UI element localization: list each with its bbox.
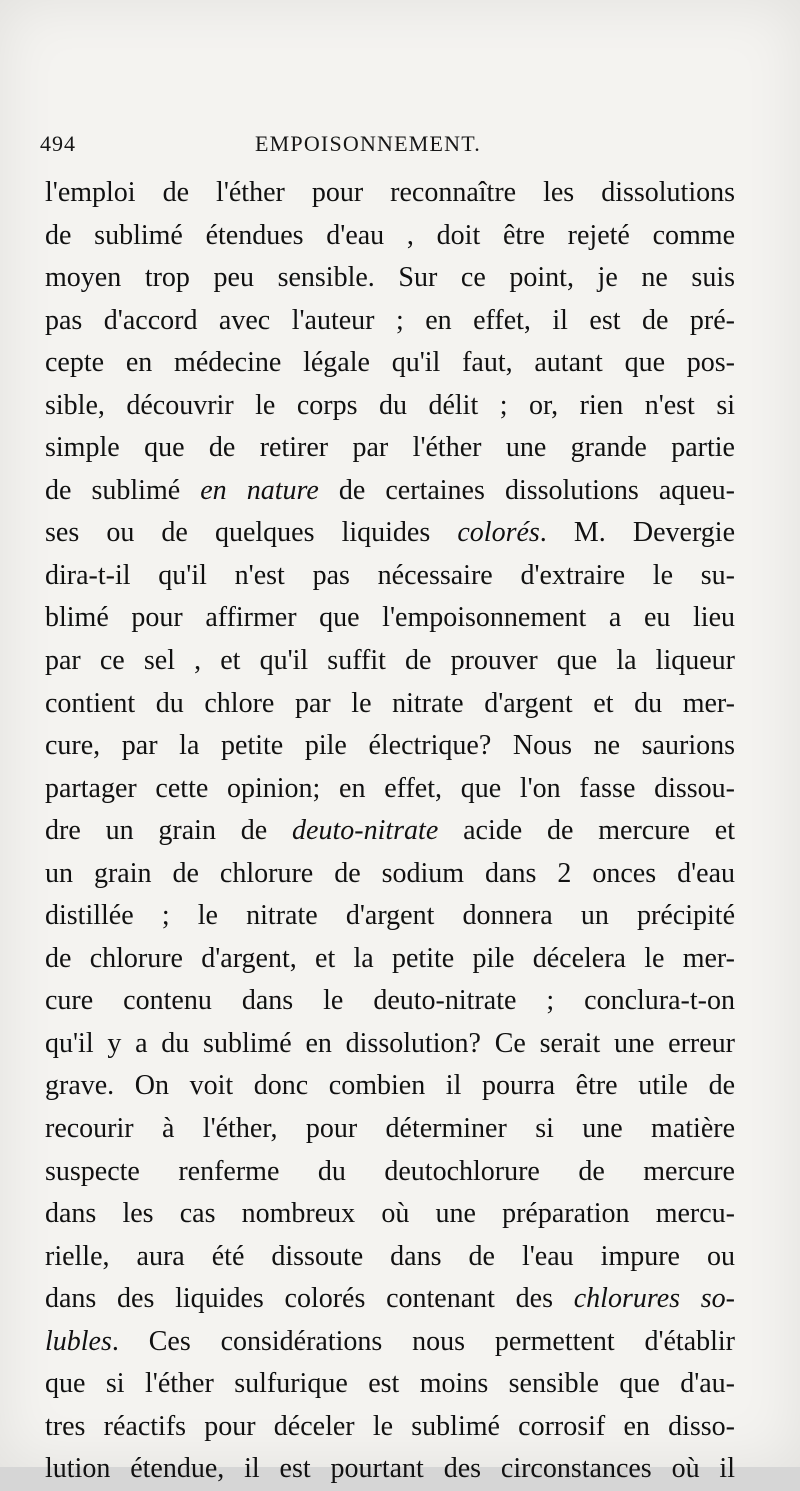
text-line: cure, par la petite pile électrique? Nous ne saurions: [45, 730, 735, 762]
text-line: lubles. Ces considérations nous permettent d'établir: [45, 1325, 735, 1357]
text-line: rielle, aura été dissoute dans de l'eau impure ou: [45, 1240, 735, 1272]
text-line: blimé pour affirmer que l'empoisonnement a eu lieu: [45, 602, 735, 634]
text-line: partager cette opinion; en effet, que l'on fasse dissou-: [45, 772, 735, 804]
text-line: que si l'éther sulfurique est moins sensible que d'au-: [45, 1368, 735, 1400]
text-line: recourir à l'éther, pour déterminer si une matière: [45, 1113, 735, 1145]
text-line: l'emploi de l'éther pour reconnaître les dissolutions: [45, 177, 735, 208]
text-line: cepte en médecine légale qu'il faut, autant que pos-: [45, 347, 735, 379]
text-line: un grain de chlorure de sodium dans 2 onces d'eau: [45, 857, 735, 889]
text-line: sible, découvrir le corps du délit ; or, rien n'est si: [45, 389, 735, 421]
text-line: dans des liquides colorés contenant des chlorures so-: [45, 1283, 735, 1315]
text-line: tres réactifs pour déceler le sublimé corrosif en disso-: [45, 1410, 735, 1442]
text-line: dira-t-il qu'il n'est pas nécessaire d'extraire le su-: [45, 559, 735, 591]
text-line: suspecte renferme du deutochlorure de mercure: [45, 1155, 735, 1187]
text-line: contient du chlore par le nitrate d'argent et du mer-: [45, 687, 735, 719]
text-line: distillée ; le nitrate d'argent donnera un précipité: [45, 900, 735, 932]
text-line: de sublimé étendues d'eau , doit être rejeté comme: [45, 219, 735, 251]
text-line: dre un grain de deuto-nitrate acide de mercure et: [45, 815, 735, 847]
text-line: grave. On voit donc combien il pourra être utile de: [45, 1070, 735, 1102]
running-title: EMPOISONNEMENT.: [255, 131, 481, 156]
text-line: par ce sel , et qu'il suffit de prouver que la liqueur: [45, 645, 735, 677]
page-header: [40, 131, 780, 163]
text-line: qu'il y a du sublimé en dissolution? Ce serait une erreur: [45, 1027, 735, 1059]
text-line: lution étendue, il est pourtant des circonstances où il: [45, 1453, 735, 1485]
text-line: de chlorure d'argent, et la petite pile décelera le mer-: [45, 942, 735, 974]
text-line: de sublimé en nature de certaines dissolutions aqueu-: [45, 474, 736, 506]
page-number: 494: [40, 131, 76, 156]
text-line: pas d'accord avec l'auteur ; en effet, il est de pré-: [45, 304, 735, 336]
text-line: ses ou de quelques liquides colorés. M. Devergie: [45, 517, 736, 549]
page-body: [45, 172, 735, 1491]
text-line: moyen trop peu sensible. Sur ce point, je ne suis: [45, 262, 735, 294]
text-line: cure contenu dans le deuto-nitrate ; conclura-t-on: [45, 985, 735, 1017]
text-line: simple que de retirer par l'éther une grande partie: [45, 432, 735, 464]
text-line: dans les cas nombreux où une préparation mercu-: [45, 1198, 735, 1230]
